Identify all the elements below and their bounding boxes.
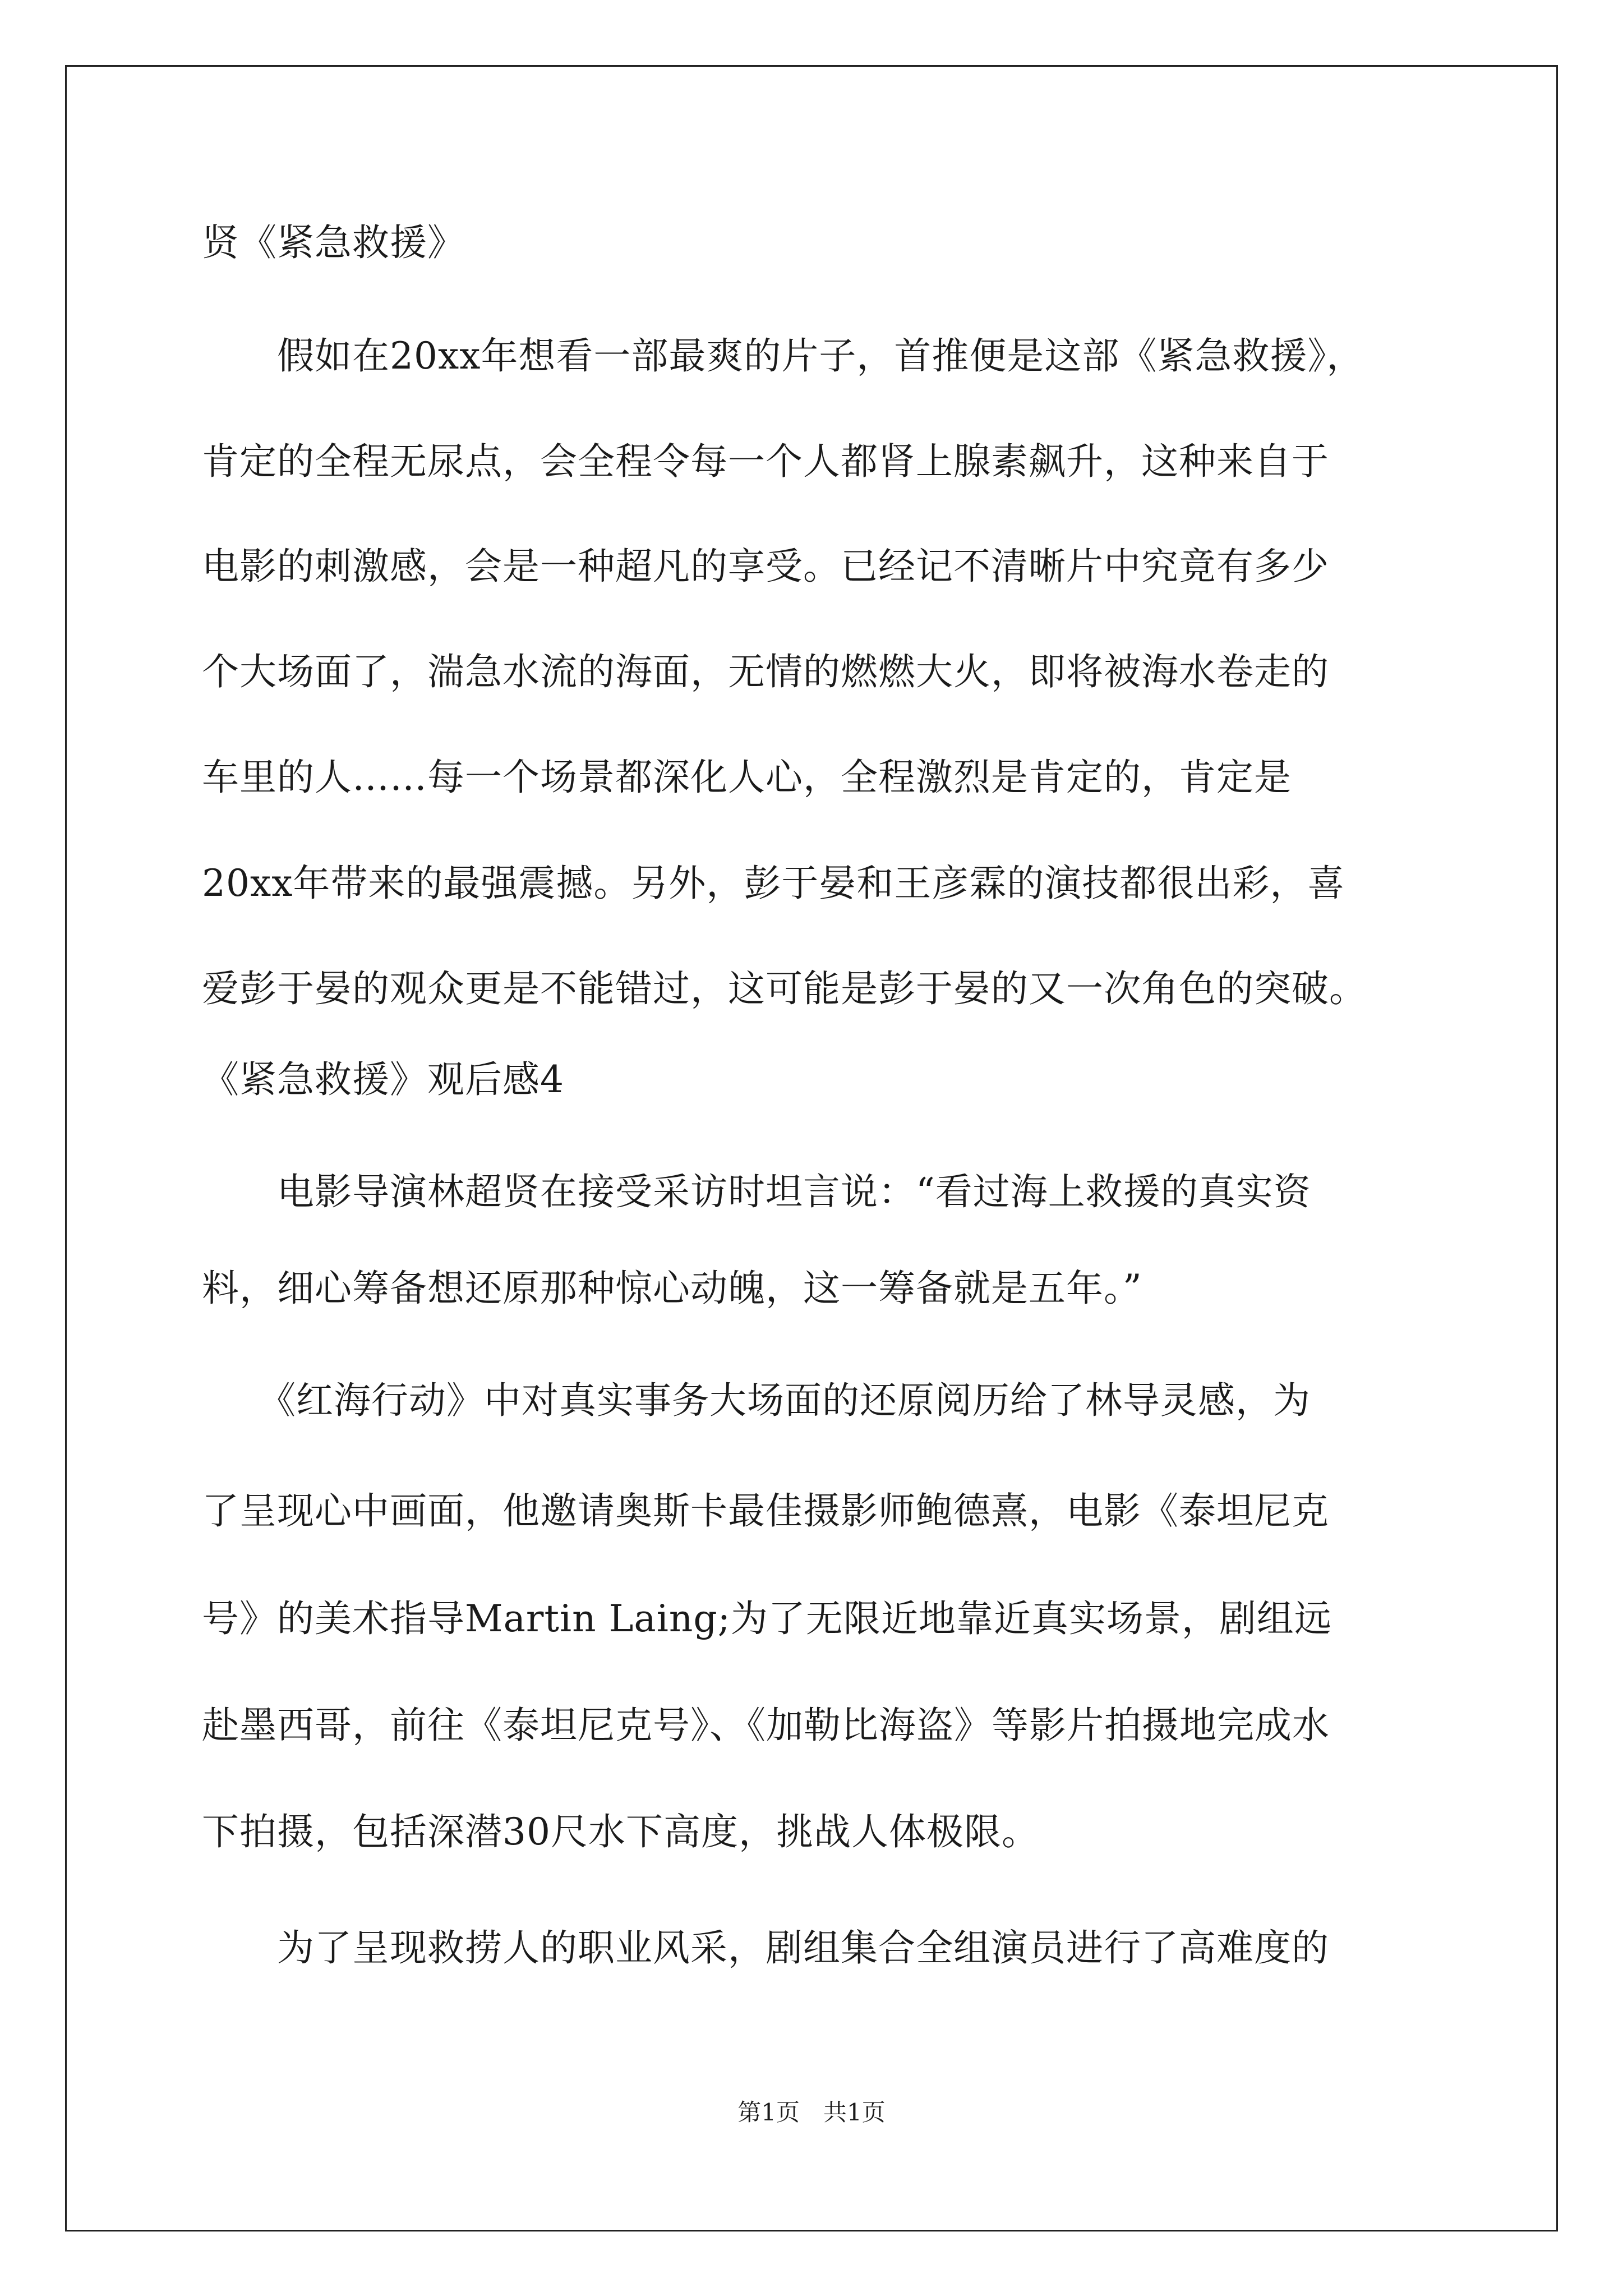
text-line-15: 赴墨西哥，前往《泰坦尼克号》、《加勒比海盗》等影片拍摄地完成水 [202,1704,1330,1747]
text-line-14: 号》的美术指导Martin Laing;为了无限近地靠近真实场景，剧组远 [202,1597,1332,1640]
text-line-10: 电影导演林超贤在接受采访时坦言说：“看过海上救援的真实资 [202,1170,1311,1213]
text-line-16: 下拍摄，包括深潜30尺水下高度，挑战人体极限。 [202,1810,1039,1853]
section-heading: 《紧急救援》观后感4 [202,1058,564,1101]
text-line-8: 爱彭于晏的观众更是不能错过，这可能是彭于晏的又一次角色的突破。 [202,967,1367,1010]
text-line-3: 肯定的全程无尿点，会全程令每一个人都肾上腺素飙升，这种来自于 [202,440,1329,483]
text-line-1: 贤《紧急救援》 [202,221,465,264]
page-footer: 第1页 共1页 [737,2099,886,2126]
text-line-4: 电影的刺激感，会是一种超凡的享受。已经记不清晰片中究竟有多少 [202,545,1329,588]
text-line-6: 车里的人……每一个场景都深化人心，全程激烈是肯定的，肯定是 [202,756,1292,799]
text-line-11: 料，细心筹备想还原那种惊心动魄，这一筹备就是五年。” [202,1267,1142,1310]
text-line-5: 个大场面了，湍急水流的海面，无情的燃燃大火，即将被海水卷走的 [202,650,1329,693]
text-line-12: 《红海行动》中对真实事务大场面的还原阅历给了林导灵感，为 [202,1379,1311,1422]
text-line-7: 20xx年带来的最强震撼。另外，彭于晏和王彦霖的演技都很出彩，喜 [202,862,1345,905]
text-line-17: 为了呈现救捞人的职业风采，剧组集合全组演员进行了高难度的 [202,1926,1329,1970]
text-line-13: 了呈现心中画面，他邀请奥斯卡最佳摄影师鲍德熹，电影《泰坦尼克 [202,1489,1329,1533]
page-border [65,65,1558,2231]
text-line-2: 假如在20xx年想看一部最爽的片子，首推便是这部《紧急救援》， [202,334,1364,378]
